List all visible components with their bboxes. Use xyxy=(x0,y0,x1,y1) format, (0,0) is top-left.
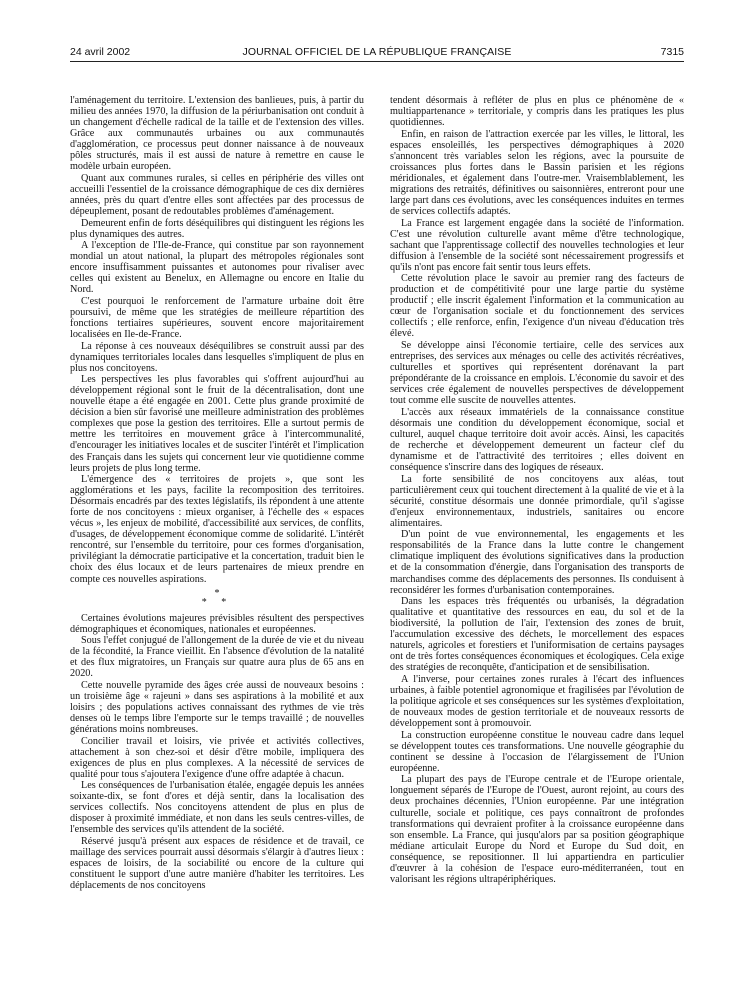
separator-stars: * * xyxy=(201,596,233,608)
paragraph: Les perspectives les plus favorables qui s'offrent aujourd'hui au développement régional sont le fruit de la décentralisation, dont une nouvelle étape a été engagée en 2001. Cette plus grande proximité de décision a bien sûr favorisé une meilleure administration des problèmes complexes que pose la gestion des territoires. Elle a surtout permis de mettre les territoires en mouvement grâce à l'intercommunalité, d'encourager les initiatives locales et de susciter l'intérêt et l'implication des Français dans les sujets qui concernent leur vie quotidienne comme leurs projets de plus long terme. xyxy=(70,374,364,474)
paragraph: Enfin, en raison de l'attraction exercée par les villes, le littoral, les espaces ensoleillés, les perspectives démographiques à 2020 s'annoncent très variables selon les régions, avec la poursuite de croissances plus fortes dans le Bassin parisien et les régions méridionales, et également dans l'outre-mer. Vraisemblablement, les migrations des retraités, définitives ou saisonnières, entreront pour une large part dans ces évolutions, avec les conséquences induites en termes de services collectifs adaptés. xyxy=(390,128,684,217)
paragraph: La plupart des pays de l'Europe centrale et de l'Europe orientale, longuement séparés de l'Europe de l'Ouest, auront rejoint, au cours des deux prochaines décennies, l'Union européenne. Par une intégration culturelle, sociale et politique, ces pays connaîtront de profondes transformations qui devraient profiter à la croissance européenne dans son ensemble. La France, qui jusqu'alors par sa position géographique médiane articulait Europe du Nord et Europe du Sud doit, en conséquence, se repositionner. Il lui appartiendra en particulier d'œuvrer à la cohésion de l'espace euro-méditerranéen, tout en valorisant les régions ultrapériphériques. xyxy=(390,774,684,885)
header-rule xyxy=(70,61,684,62)
paragraph: Les conséquences de l'urbanisation étalée, engagée depuis les années soixante-dix, se font d'ores et déjà sentir, dans la localisation des services collectifs. Nos concitoyens attendent de plus en plus de disposer à proximité immédiate, et non dans les seuls centres-villes, de l'ensemble des services qu'ils attendent de la société. xyxy=(70,780,364,836)
paragraph: La construction européenne constitue le nouveau cadre dans lequel se développent toutes ces transformations. Une nouvelle géographie du continent se dessine à l'occasion de l'élargissement de l'Union européenne. xyxy=(390,729,684,774)
paragraph: C'est pourquoi le renforcement de l'armature urbaine doit être poursuivi, de même que les stratégies de meilleure répartition des fonctions tertiaires supérieures, souvent encore majoritairement localisées en Ile-de-France. xyxy=(70,295,364,340)
paragraph: Dans les espaces très fréquentés ou urbanisés, la dégradation qualitative et quantitative des ressources en eau, du sol et de la biodiversité, la pollution de l'air, l'extension des zones de bruit, l'accumulation excessive des déchets, le morcellement des espaces naturels, agricoles et forestiers et l'uniformisation de certains paysages ont de très fortes conséquences économiques et écologiques. Cela exige des stratégies de reconquête, d'anticipation et de sensibilisation. xyxy=(390,596,684,674)
paragraph: L'accès aux réseaux immatériels de la connaissance constitue désormais une condition du développement économique, social et culturel, auquel chaque territoire doit avoir accès. Ainsi, les capacités de recherche et développement demeurent un facteur clef du dynamisme et de l'attractivité des territoires ; elles doivent en conséquence s'inscrire dans des logiques de réseaux. xyxy=(390,406,684,474)
left-column xyxy=(70,95,364,891)
paragraph: La réponse à ces nouveaux déséquilibres se construit aussi par des dynamiques territoriales locales dans lesquelles s'impliquent de plus en plus nos concitoyens. xyxy=(70,340,364,374)
issue-date: 24 avril 2002 xyxy=(70,46,131,58)
paragraph: Cette nouvelle pyramide des âges crée aussi de nouveaux besoins : un troisième âge « rajeuni » dans ses aspirations à la mobilité et aux loisirs ; des populations actives connaissant des rythmes de vie très denses où le temps libre l'emporte sur le temps travaillé ; de nouvelles générations moins nombreuses. xyxy=(70,679,364,736)
paragraph: La forte sensibilité de nos concitoyens aux aléas, tout particulièrement ceux qui touchent directement à la qualité de vie et à la sécurité, constitue désormais une donnée primordiale, qu'il s'agisse d'enjeux environnementaux, industriels, sanitaires ou encore alimentaires. xyxy=(390,473,684,529)
paragraph: La France est largement engagée dans la société de l'information. C'est une révolution culturelle avant même d'être technologique, sachant que l'apprentissage collectif des nouvelles technologies et leur diffusion à l'ensemble de la société sont nécessairement progressifs et qu'ils n'ont pas encore fait sentir tous leurs effets. xyxy=(390,217,684,273)
paragraph: A l'inverse, pour certaines zones rurales à l'écart des influences urbaines, à faible potentiel agronomique et fragilisées par l'évolution de la politique agricole et ses conséquences sur les systèmes d'exploitation, de nouveaux modes de gestion territoriale et de nouveaux ressorts de développement sont à promouvoir. xyxy=(390,673,684,730)
paragraph: tendent désormais à refléter de plus en plus ce phénomène de « multiappartenance » territoriale, y compris dans les pratiques les plus quotidiennes. xyxy=(390,95,684,129)
paragraph: Se développe ainsi l'économie tertiaire, celle des services aux entreprises, des services aux ménages ou celle des activités récréatives, culturelles et sportives qui représentent dorénavant la part prépondérante de la croissance en emplois. L'économie du savoir et des services crée également de nouvelles perspectives de développement tout comme elle suscite de nouvelles attentes. xyxy=(390,340,684,407)
journal-title: JOURNAL OFFICIEL DE LA RÉPUBLIQUE FRANÇAISE xyxy=(242,46,512,58)
section-separator xyxy=(70,589,364,607)
paragraph: Concilier travail et loisirs, vie privée et activités collectives, attachement à son chez-soi et désir d'être mobile, impliquera des exigences de plus en plus complexes. A la nécessité de services de qualité pour tous s'ajoutera l'exigence d'une offre adaptée à chacun. xyxy=(70,735,364,780)
paragraph: l'aménagement du territoire. L'extension des banlieues, puis, à partir du milieu des années 1970, la diffusion de la périurbanisation ont conduit à un changement d'échelle radical de la taille et de l'extension des villes. Grâce aux communautés urbaines ou aux communautés d'agglomération, ce processus peut donner naissance à de nouveaux pôles structurés, mais il est aussi de nature à remettre en cause le modèle urbain européen. xyxy=(70,95,364,173)
paragraph: Cette révolution place le savoir au premier rang des facteurs de production et de compétitivité pour une large partie du système productif ; elle inscrit également l'information et la communication au cœur de l'organisation sociale et du fonctionnement des services collectifs ; elle renforce, enfin, l'exigence d'un niveau d'éducation très élevé. xyxy=(390,273,684,340)
paragraph: D'un point de vue environnemental, les engagements et les responsabilités de la France dans la lutte contre le changement climatique impliquent des évolutions significatives dans la production et de la consommation d'énergie, dans l'organisation des transports de marchandises comme des déplacements des personnes. Ils conduisent à reconsidérer les formes d'urbanisation contemporaines. xyxy=(390,529,684,596)
paragraph: A l'exception de l'Ile-de-France, qui constitue par son rayonnement mondial un atout national, la plupart des métropoles régionales sont encore insuffisamment puissantes et autonomes pour rivaliser avec celles qui existent au Benelux, en Allemagne ou encore en Italie du Nord. xyxy=(70,240,364,296)
page-number: 7315 xyxy=(660,46,684,58)
right-column xyxy=(390,95,684,885)
paragraph: Réservé jusqu'à présent aux espaces de résidence et de travail, ce maillage des services pourrait aussi désormais s'élargir à d'autres lieux : espaces de loisirs, de la sociabilité ou encore de la culture qui constituent le support d'une autre manière d'habiter les territoires. Les déplacements de nos concitoyens xyxy=(70,836,364,892)
page-header xyxy=(70,46,684,60)
paragraph: L'émergence des « territoires de projets », que sont les agglomérations et les pays, facilite la recomposition des territoires. Désormais encadrés par des textes législatifs, ils répondent à une attente forte de nos concitoyens : mieux organiser, à l'échelle des « espaces vécus », les enjeux de mobilité, d'accessibilité aux services, de conflits, d'usages, de développement économique comme de solidarité. L'intérêt rencontré, sur l'ensemble du territoire, pour ces formes d'organisation, privilégiant la démocratie participative et la concertation, traduit bien le choix des élus locaux et de leurs partenaires de mieux prendre en compte ces nouvelles aspirations. xyxy=(70,474,364,585)
separator-star: * xyxy=(214,587,220,599)
paragraph: Quant aux communes rurales, si celles en périphérie des villes ont accueilli l'essentiel de la croissance démographique de ces dix dernières années, près du quart d'entre elles sont affectées par des processus de dépeuplement, posant de redoutables problèmes d'aménagement. xyxy=(70,172,364,217)
paragraph: Certaines évolutions majeures prévisibles résultent des perspectives démographiques et économiques, nationales et européennes. xyxy=(70,612,364,635)
paragraph: Sous l'effet conjugué de l'allongement de la durée de vie et du niveau de la fécondité, la France vieillit. En l'absence d'évolution de la natalité et des flux migratoires, un Français sur quatre aura plus de 65 ans en 2020. xyxy=(70,635,364,680)
paragraph: Demeurent enfin de forts déséquilibres qui distinguent les régions les plus dynamiques des autres. xyxy=(70,217,364,240)
